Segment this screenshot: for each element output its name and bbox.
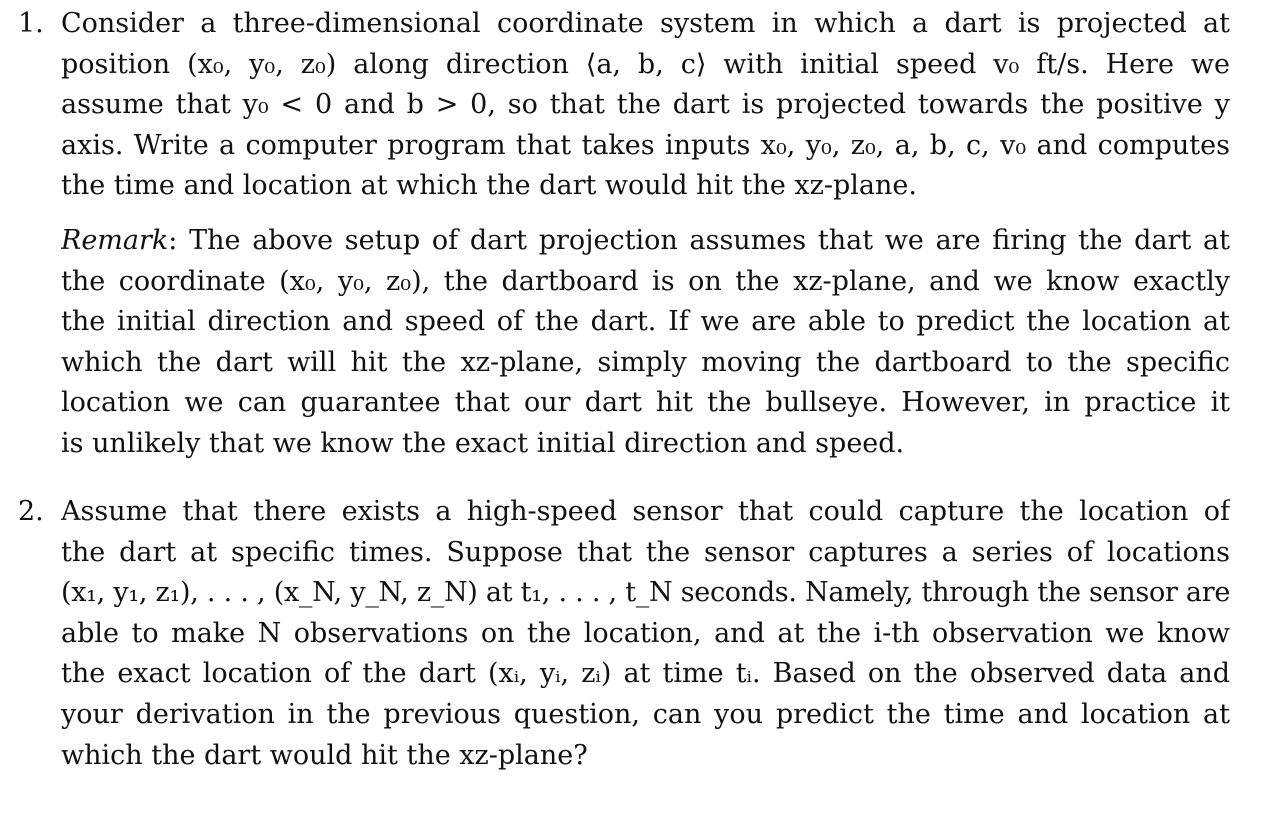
problem-2-text bbox=[61, 492, 1230, 776]
problem-1-line: assume that y₀ < 0 and b > 0, so that the dart is projected towards the positive y bbox=[61, 89, 1230, 121]
problem-2-line: which the dart would hit the xz-plane? bbox=[61, 739, 588, 771]
problem-2-line: Assume that there exists a high-speed sensor that could capture the location of bbox=[61, 496, 1230, 527]
problem-2-line: (x₁, y₁, z₁), . . . , (x_N, y_N, z_N) at t₁, . . . , t_N seconds. Namely, through the sensor are bbox=[61, 577, 1230, 609]
problem-1-line: the time and location at which the dart would hit the xz-plane. bbox=[61, 170, 917, 202]
remark-line: the coordinate (x₀, y₀, z₀), the dartboard is on the xz-plane, and we know exactly bbox=[61, 265, 1230, 297]
problem-2-line: the dart at specific times. Suppose that the sensor captures a series of locations bbox=[61, 536, 1230, 568]
problem-1-line: axis. Write a computer program that takes inputs x₀, y₀, z₀, a, b, c, v₀ and computes bbox=[61, 129, 1230, 161]
remark-line bbox=[61, 221, 1230, 262]
remark-line: is unlikely that we know the exact initial direction and speed. bbox=[61, 427, 905, 459]
problem-1-line: Consider a three-dimensional coordinate system in which a dart is projected at bbox=[61, 8, 1230, 39]
problem-1 bbox=[18, 4, 1230, 465]
remark-line: which the dart will hit the xz-plane, simply moving the dartboard to the specific bbox=[61, 346, 1230, 378]
remark-first-line: : The above setup of dart projection assumes that we are firing the dart at bbox=[168, 224, 1230, 256]
problem-1-line: position (x₀, y₀, z₀) along direction ⟨a, b, c⟩ with initial speed v₀ ft/s. Here we bbox=[61, 48, 1230, 80]
remark bbox=[61, 221, 1230, 465]
problem-2-line: your derivation in the previous question, can you predict the time and location at bbox=[61, 698, 1230, 730]
problem-2-line: able to make N observations on the location, and at the i-th observation we know bbox=[61, 617, 1230, 649]
remark-label: Remark bbox=[61, 224, 169, 256]
problem-2-number: 2. bbox=[18, 496, 44, 527]
remark-line: the initial direction and speed of the dart. If we are able to predict the location at bbox=[61, 306, 1230, 338]
problem-2 bbox=[18, 492, 1230, 776]
problem-1-number: 1. bbox=[18, 8, 44, 39]
remark-line: location we can guarantee that our dart hit the bullseye. However, in practice it bbox=[61, 387, 1230, 419]
problem-2-line: the exact location of the dart (xᵢ, yᵢ, zᵢ) at time tᵢ. Based on the observed data and bbox=[61, 658, 1230, 690]
problem-1-text bbox=[61, 4, 1230, 465]
